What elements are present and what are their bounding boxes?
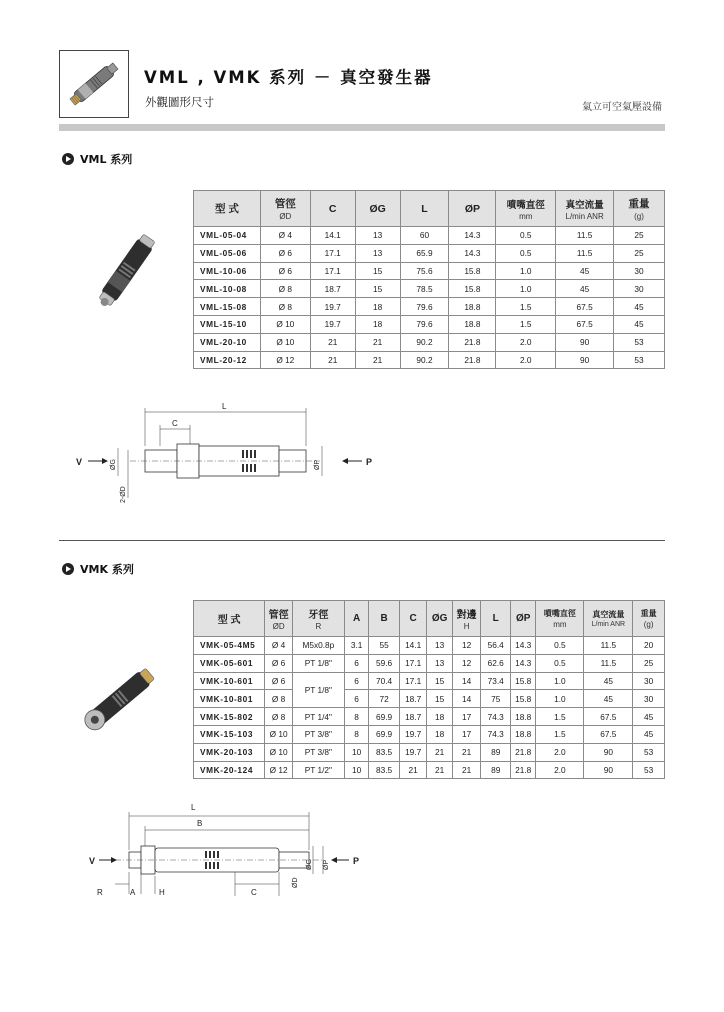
table-cell: 21 xyxy=(452,743,481,761)
table-cell: 1.0 xyxy=(496,262,556,280)
table-cell: 17.1 xyxy=(399,672,427,690)
table-row xyxy=(194,351,665,369)
table-row xyxy=(194,262,665,280)
table-row xyxy=(194,298,665,316)
table-cell: 89 xyxy=(481,761,511,779)
table-cell: 21.8 xyxy=(510,743,535,761)
table-cell: 3.1 xyxy=(344,637,368,655)
col-header-sublabel: L/min ANR xyxy=(565,211,604,221)
col-header-label: 真空流量 xyxy=(565,199,604,211)
table-cell: 11.5 xyxy=(584,637,633,655)
pressure-port-label: P xyxy=(366,457,373,467)
table-cell: 20 xyxy=(633,637,665,655)
col-header-sublabel: L/min ANR xyxy=(591,621,626,628)
table-cell: 69.9 xyxy=(369,725,400,743)
table-cell: 53 xyxy=(614,333,665,351)
table-row xyxy=(194,637,665,655)
table-cell: 8 xyxy=(344,708,368,726)
table-cell: 21 xyxy=(427,743,452,761)
page-title: VML , VMK 系列 － 真空發生器 xyxy=(144,68,433,87)
table-cell: Ø 8 xyxy=(265,708,293,726)
table-cell: 15.8 xyxy=(449,280,496,298)
table-cell: 1.5 xyxy=(496,315,556,333)
table-cell: 45 xyxy=(556,280,614,298)
table-cell: Ø 4 xyxy=(260,227,310,245)
col-header-label: 型 式 xyxy=(217,615,241,626)
table-cell: 14.1 xyxy=(399,637,427,655)
col-header-sublabel: (g) xyxy=(643,620,654,629)
table-cell: 13 xyxy=(427,654,452,672)
dim-label-l: L xyxy=(191,803,196,812)
col-header-label: 噴嘴直徑 xyxy=(543,609,576,618)
col-header-l xyxy=(481,601,511,637)
table-cell: Ø 6 xyxy=(260,262,310,280)
table-cell: 14 xyxy=(452,690,481,708)
table-cell: 1.0 xyxy=(536,672,584,690)
model-cell: VMK-10-601 xyxy=(194,672,265,690)
table-cell: 1.5 xyxy=(536,725,584,743)
col-header-label: A xyxy=(352,613,361,624)
col-header-label: 牙徑 xyxy=(308,610,329,621)
vacuum-port-label: V xyxy=(89,856,96,866)
col-header-label: 重量 xyxy=(628,198,650,210)
table-cell: 14 xyxy=(452,672,481,690)
table-cell: PT 3/8" xyxy=(292,725,344,743)
col-header-model xyxy=(194,191,261,227)
table-cell: 67.5 xyxy=(584,708,633,726)
table-cell: 19.7 xyxy=(310,315,355,333)
page-subtitle: 外觀圖形尺寸 xyxy=(145,95,214,109)
dim-label-a: A xyxy=(130,888,136,897)
table-cell: 67.5 xyxy=(556,315,614,333)
table-cell: 19.7 xyxy=(399,743,427,761)
table-cell: 18.8 xyxy=(449,298,496,316)
table-cell: 90.2 xyxy=(400,333,449,351)
vmk-dimension-drawing xyxy=(85,800,385,910)
table-cell: 17.1 xyxy=(310,244,355,262)
table-cell: 14.1 xyxy=(310,227,355,245)
vmk-product-image xyxy=(70,660,170,740)
model-cell: VML-20-10 xyxy=(194,333,261,351)
dim-label-c: C xyxy=(251,888,257,897)
table-cell: 21 xyxy=(310,333,355,351)
vml-product-image xyxy=(82,225,172,315)
table-row xyxy=(194,315,665,333)
table-cell: Ø 6 xyxy=(260,244,310,262)
table-cell: 2.0 xyxy=(496,333,556,351)
table-cell: Ø 10 xyxy=(265,725,293,743)
table-cell: PT 1/8" xyxy=(292,672,344,708)
table-row xyxy=(194,227,665,245)
col-header-l xyxy=(400,191,449,227)
dim-label-g: ØG xyxy=(110,459,117,470)
model-cell: VMK-20-124 xyxy=(194,761,265,779)
col-header-tube-diameter xyxy=(265,601,293,637)
col-header-sublabel: (g) xyxy=(634,212,644,221)
table-cell: 1.5 xyxy=(536,708,584,726)
table-cell: 74.3 xyxy=(481,725,511,743)
col-header-label: L xyxy=(492,613,499,624)
table-cell: Ø 10 xyxy=(265,743,293,761)
table-cell: 53 xyxy=(633,743,665,761)
vml-spec-table xyxy=(193,190,665,369)
table-cell: 11.5 xyxy=(584,654,633,672)
table-cell: 53 xyxy=(614,351,665,369)
vmk-section-title xyxy=(62,561,134,577)
table-cell: 0.5 xyxy=(496,244,556,262)
table-cell: 21 xyxy=(399,761,427,779)
table-cell: 45 xyxy=(556,262,614,280)
table-cell: 21 xyxy=(355,351,400,369)
table-cell: 12 xyxy=(452,654,481,672)
table-cell: 10 xyxy=(344,743,368,761)
table-cell: 30 xyxy=(633,672,665,690)
table-row xyxy=(194,761,665,779)
play-circle-icon xyxy=(62,153,74,165)
table-cell: 0.5 xyxy=(536,654,584,672)
col-header-g xyxy=(427,601,452,637)
table-cell: 21.8 xyxy=(510,761,535,779)
col-header-label: 對邊 xyxy=(456,610,477,621)
col-header-label: 噴嘴直徑 xyxy=(506,199,545,211)
model-cell: VMK-05-601 xyxy=(194,654,265,672)
table-cell: 15 xyxy=(355,280,400,298)
table-cell: 15 xyxy=(427,690,452,708)
arrow-left-icon xyxy=(331,857,337,863)
table-row xyxy=(194,280,665,298)
dim-label-b: B xyxy=(197,819,203,828)
col-header-label: 型 式 xyxy=(214,203,239,215)
col-header-thread xyxy=(292,601,344,637)
table-cell: Ø 12 xyxy=(260,351,310,369)
table-cell: 30 xyxy=(614,262,665,280)
table-cell: 6 xyxy=(344,672,368,690)
table-cell: PT 1/8" xyxy=(292,654,344,672)
table-cell: 1.0 xyxy=(496,280,556,298)
col-header-label: ØP xyxy=(516,613,531,624)
arrow-left-icon xyxy=(342,458,348,464)
table-cell: 59.6 xyxy=(369,654,400,672)
table-cell: 72 xyxy=(369,690,400,708)
col-header-nozzle-diameter xyxy=(496,191,556,227)
table-cell: 79.6 xyxy=(400,315,449,333)
table-cell: 14.3 xyxy=(449,227,496,245)
col-header-sublabel: ØD xyxy=(272,622,285,631)
vmk-section-label: VMK 系列 xyxy=(80,563,134,576)
model-cell: VML-10-08 xyxy=(194,280,261,298)
table-cell: 53 xyxy=(633,761,665,779)
table-cell: 2.0 xyxy=(496,351,556,369)
col-header-label: C xyxy=(409,613,417,624)
col-header-label: L xyxy=(421,202,428,215)
table-row xyxy=(194,725,665,743)
section-divider xyxy=(59,540,665,541)
table-cell: 13 xyxy=(355,227,400,245)
table-cell: 18.8 xyxy=(510,708,535,726)
model-cell: VML-15-08 xyxy=(194,298,261,316)
col-header-label: 真空流量 xyxy=(592,610,625,619)
table-cell: 1.0 xyxy=(536,690,584,708)
table-cell: 45 xyxy=(614,315,665,333)
table-cell: 18.8 xyxy=(510,725,535,743)
table-cell: 18 xyxy=(427,708,452,726)
model-cell: VML-20-12 xyxy=(194,351,261,369)
vml-section-label: VML 系列 xyxy=(80,153,133,166)
dim-label-d: ØD xyxy=(292,877,299,888)
vml-section-title xyxy=(62,151,132,167)
col-header-hex-width xyxy=(452,601,481,637)
table-row xyxy=(194,244,665,262)
table-cell: PT 1/4" xyxy=(292,708,344,726)
table-cell: 6 xyxy=(344,690,368,708)
table-cell: 0.5 xyxy=(496,227,556,245)
table-cell: 12 xyxy=(452,637,481,655)
table-cell: 17.1 xyxy=(399,654,427,672)
table-cell: 18 xyxy=(355,315,400,333)
header-divider-bar xyxy=(59,124,665,131)
table-cell: 15 xyxy=(427,672,452,690)
table-cell: 45 xyxy=(633,725,665,743)
model-cell: VML-10-06 xyxy=(194,262,261,280)
table-cell: 15.8 xyxy=(510,690,535,708)
table-row xyxy=(194,708,665,726)
col-header-label: ØG xyxy=(369,202,386,215)
col-header-sublabel: H xyxy=(463,622,470,631)
table-cell: 2.0 xyxy=(536,743,584,761)
table-cell: 14.3 xyxy=(449,244,496,262)
col-header-label: C xyxy=(328,202,337,215)
table-cell: PT 1/2" xyxy=(292,761,344,779)
table-cell: 78.5 xyxy=(400,280,449,298)
table-cell: 13 xyxy=(355,244,400,262)
table-cell: 67.5 xyxy=(556,298,614,316)
table-cell: 74.3 xyxy=(481,708,511,726)
table-cell: 75.6 xyxy=(400,262,449,280)
vacuum-generator-thumbnail-image xyxy=(60,51,128,117)
table-cell: 18.7 xyxy=(399,708,427,726)
table-cell: 21.8 xyxy=(449,333,496,351)
table-cell: PT 3/8" xyxy=(292,743,344,761)
dim-label-d: 2-ØD xyxy=(120,486,127,503)
dim-label-r: R xyxy=(97,888,103,897)
table-cell: 21.8 xyxy=(449,351,496,369)
table-cell: 55 xyxy=(369,637,400,655)
table-cell: 90 xyxy=(556,351,614,369)
table-cell: Ø 6 xyxy=(265,654,293,672)
model-cell: VML-15-10 xyxy=(194,315,261,333)
col-header-weight xyxy=(614,191,665,227)
table-cell: 73.4 xyxy=(481,672,511,690)
table-cell: 65.9 xyxy=(400,244,449,262)
table-cell: 18.7 xyxy=(310,280,355,298)
table-cell: 89 xyxy=(481,743,511,761)
table-cell: 2.0 xyxy=(536,761,584,779)
table-row xyxy=(194,743,665,761)
table-cell: 83.5 xyxy=(369,743,400,761)
dim-label-l: L xyxy=(222,402,227,411)
table-cell: 45 xyxy=(584,672,633,690)
col-header-g xyxy=(355,191,400,227)
col-header-label: ØP xyxy=(464,202,480,215)
col-header-model xyxy=(194,601,265,637)
brand-name: 氣立可空氣壓設備 xyxy=(582,102,662,113)
table-cell: 11.5 xyxy=(556,244,614,262)
table-cell: 19.7 xyxy=(399,725,427,743)
col-header-sublabel: mm xyxy=(553,620,567,629)
col-header-sublabel: mm xyxy=(519,211,533,221)
table-cell: 25 xyxy=(614,244,665,262)
model-cell: VMK-20-103 xyxy=(194,743,265,761)
col-header-label: B xyxy=(380,613,388,624)
dim-label-p: ØP xyxy=(314,459,321,470)
table-cell: 62.6 xyxy=(481,654,511,672)
table-cell: 14.3 xyxy=(510,654,535,672)
table-cell: 18 xyxy=(427,725,452,743)
table-cell: 18.8 xyxy=(449,315,496,333)
table-row xyxy=(194,672,665,690)
table-row xyxy=(194,690,665,708)
table-cell: 21 xyxy=(355,333,400,351)
table-row xyxy=(194,654,665,672)
table-cell: 75 xyxy=(481,690,511,708)
table-cell: 69.9 xyxy=(369,708,400,726)
col-header-c xyxy=(310,191,355,227)
col-header-p xyxy=(510,601,535,637)
col-header-vacuum-flow xyxy=(584,601,633,637)
col-header-a xyxy=(344,601,368,637)
table-cell: Ø 8 xyxy=(260,280,310,298)
table-cell: 45 xyxy=(633,708,665,726)
dim-label-h: H xyxy=(159,888,165,897)
table-cell: 90.2 xyxy=(400,351,449,369)
col-header-p xyxy=(449,191,496,227)
col-header-nozzle-diameter xyxy=(536,601,584,637)
col-header-label: 管徑 xyxy=(274,198,296,210)
table-cell: 15.8 xyxy=(449,262,496,280)
arrow-right-icon xyxy=(111,857,117,863)
table-cell: 0.5 xyxy=(536,637,584,655)
table-cell: 70.4 xyxy=(369,672,400,690)
model-cell: VMK-10-801 xyxy=(194,690,265,708)
vmk-spec-table xyxy=(193,600,665,779)
dim-label-p: ØP xyxy=(323,859,330,870)
table-cell: 14.3 xyxy=(510,637,535,655)
table-cell: Ø 8 xyxy=(260,298,310,316)
play-circle-icon xyxy=(62,563,74,575)
table-cell: 90 xyxy=(584,761,633,779)
table-cell: Ø 10 xyxy=(260,315,310,333)
table-cell: 15 xyxy=(355,262,400,280)
table-cell: 8 xyxy=(344,725,368,743)
table-cell: 30 xyxy=(614,280,665,298)
table-row xyxy=(194,333,665,351)
arrow-right-icon xyxy=(102,458,108,464)
dim-label-c: C xyxy=(172,419,178,428)
table-cell: 79.6 xyxy=(400,298,449,316)
table-cell: 25 xyxy=(633,654,665,672)
table-cell: 6 xyxy=(344,654,368,672)
col-header-c xyxy=(399,601,427,637)
table-cell: 25 xyxy=(614,227,665,245)
table-cell: Ø 4 xyxy=(265,637,293,655)
col-header-b xyxy=(369,601,400,637)
table-cell: 17.1 xyxy=(310,262,355,280)
vml-dimension-drawing xyxy=(70,398,390,508)
col-header-sublabel: R xyxy=(315,622,322,631)
vml-header-row xyxy=(194,191,665,227)
table-cell: 21 xyxy=(310,351,355,369)
table-cell: 90 xyxy=(584,743,633,761)
vacuum-port-label: V xyxy=(76,457,83,467)
col-header-label: 重量 xyxy=(640,609,657,618)
col-header-label: 管徑 xyxy=(268,610,289,621)
table-cell: 18 xyxy=(355,298,400,316)
table-cell: Ø 10 xyxy=(260,333,310,351)
table-cell: 67.5 xyxy=(584,725,633,743)
table-cell: 13 xyxy=(427,637,452,655)
table-cell: 21 xyxy=(452,761,481,779)
table-cell: 60 xyxy=(400,227,449,245)
model-cell: VML-05-06 xyxy=(194,244,261,262)
table-cell: Ø 12 xyxy=(265,761,293,779)
product-thumbnail xyxy=(59,50,129,118)
col-header-tube-diameter xyxy=(260,191,310,227)
table-cell: 83.5 xyxy=(369,761,400,779)
table-cell: 1.5 xyxy=(496,298,556,316)
dim-label-g: ØG xyxy=(306,859,313,870)
table-cell: 10 xyxy=(344,761,368,779)
table-cell: 19.7 xyxy=(310,298,355,316)
table-cell: 30 xyxy=(633,690,665,708)
table-cell: Ø 8 xyxy=(265,690,293,708)
table-cell: 45 xyxy=(614,298,665,316)
col-header-weight xyxy=(633,601,665,637)
model-cell: VMK-15-103 xyxy=(194,725,265,743)
vmk-header-row xyxy=(194,601,665,637)
table-cell: 90 xyxy=(556,333,614,351)
model-cell: VML-05-04 xyxy=(194,227,261,245)
table-cell: Ø 6 xyxy=(265,672,293,690)
table-cell: 45 xyxy=(584,690,633,708)
col-header-sublabel: ØD xyxy=(279,212,292,221)
table-cell: 18.7 xyxy=(399,690,427,708)
table-cell: 17 xyxy=(452,708,481,726)
col-header-vacuum-flow xyxy=(556,191,614,227)
table-cell: 17 xyxy=(452,725,481,743)
model-cell: VMK-05-4M5 xyxy=(194,637,265,655)
table-cell: 11.5 xyxy=(556,227,614,245)
table-cell: 15.8 xyxy=(510,672,535,690)
model-cell: VMK-15-802 xyxy=(194,708,265,726)
table-cell: 56.4 xyxy=(481,637,511,655)
table-cell: 21 xyxy=(427,761,452,779)
pressure-port-label: P xyxy=(353,856,360,866)
table-cell: M5x0.8p xyxy=(292,637,344,655)
col-header-label: ØG xyxy=(431,613,448,624)
